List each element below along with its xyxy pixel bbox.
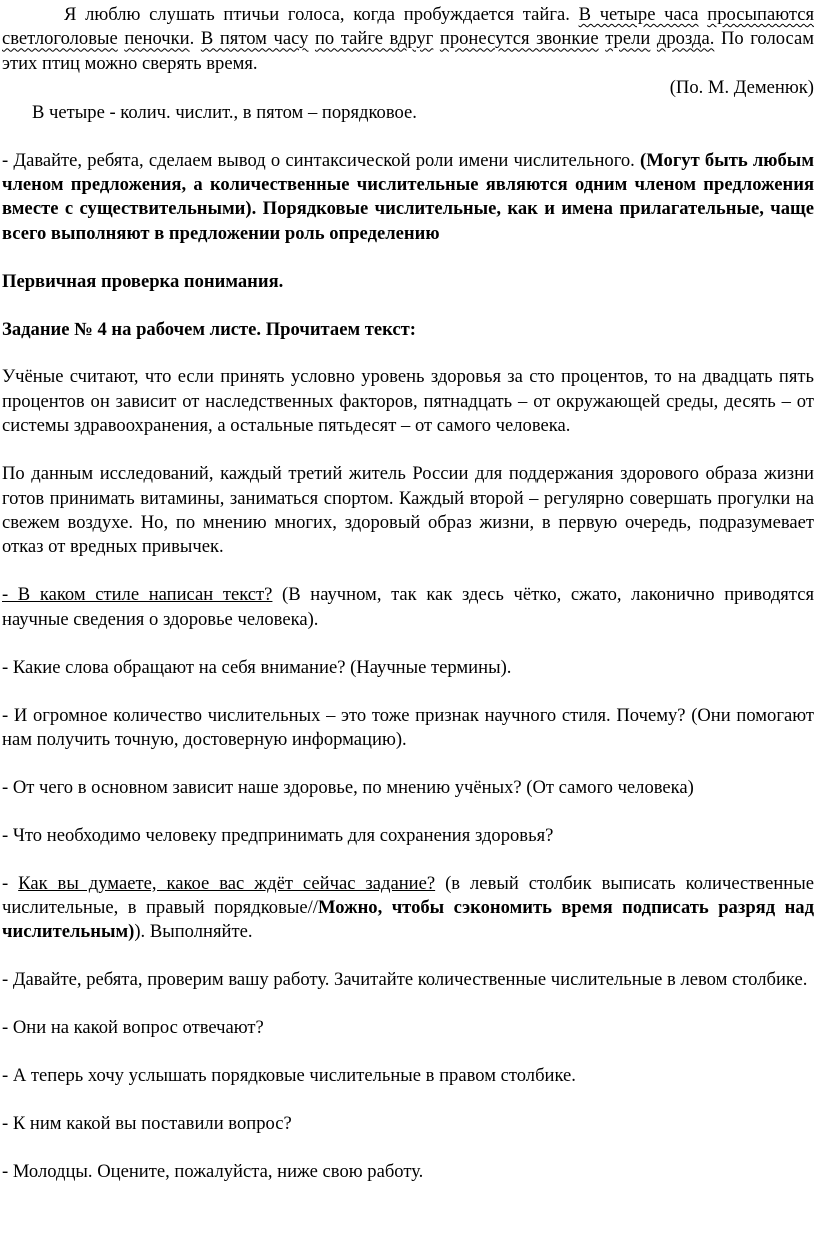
heading-primary-check: Первичная проверка понимания. [2,270,284,292]
question-3: - И огромное количество числительных – это тоже признак научного стиля. Почему? (Они помогают нам получить точную, достоверную информацию). [2,704,814,750]
underlined-phrase: дрозда. [656,28,715,50]
text-paragraph-2: По данным исследований, каждый третий житель России для поддержания здорового образа жизни готов принимать витамины, заниматься спортом. Каждый второй – регулярно совершать прогулки на свежем воздухе. Но, по мнению многих, здоровый образ жизни, в первую очередь, подразумевает отказ от вредных привычек. [2,463,814,558]
question-10: - К ним какой вы поставили вопрос? [2,1113,292,1135]
question-6-dash: - [2,872,19,894]
question-1-answer: (В научном, так как здесь чётко, сжато, лаконично приводятся научные сведения о здоровье человека). [2,584,814,630]
underlined-phrase: светлоголовые [2,28,118,50]
conclusion-answer: (Могут быть любым членом предложения, а количественные числительные являются одним членом предложения вместе с существительными). Порядковые числительные, как и имена прилагательные, чаще всего выполняют в предложении роль определению [2,149,814,244]
question-6-text: Как вы думаете, какое вас ждёт сейчас задание? [18,872,436,894]
question-6-bold-note: Можно, чтобы сэкономить время подписать разряд над числительным) [2,897,815,943]
underlined-phrase: по тайге вдруг [314,28,434,50]
conclusion-question: - Давайте, ребята, сделаем вывод о синтаксической роли имени числительного. [2,149,635,171]
question-5: - Что необходимо человеку предпринимать для сохранения здоровья? [2,824,554,846]
underlined-phrase: В пятом часу [200,28,309,50]
intro-author: (По. М. Деменюк) [669,77,814,99]
question-9: - А теперь хочу услышать порядковые числительные в правом столбике. [2,1065,576,1087]
underlined-phrase: трели [605,28,651,50]
question-6 [2,872,814,945]
question-2: - Какие слова обращают на себя внимание? (Научные термины). [2,656,512,678]
heading-task-4: Задание № 4 на рабочем листе. Прочитаем текст: [2,318,416,340]
intro-paragraph: Я люблю слушать птичьи голоса, когда пробуждается тайга. В четыре часа просыпаются светлоголовые пеночки. В пятом часу по тайге вдруг пронесутся звонкие трели дрозда. По голосам этих птиц можно сверять время. [2,4,815,74]
question-7: - Давайте, ребята, проверим вашу работу. Зачитайте количественные числительные в левом столбике. [2,969,808,991]
question-1-text: - В каком стиле написан текст? [2,584,273,606]
underlined-phrase: просыпаются [707,4,815,25]
intro-sentence-2: По голосам этих птиц можно сверять время. [2,28,814,74]
underlined-phrase: пронесутся звонкие [439,28,599,50]
intro-sentence-1: Я люблю слушать птичьи голоса, когда пробуждается тайга. [64,4,570,25]
underlined-phrase: В четыре часа [578,4,699,25]
underlined-phrase: пеночки [124,28,190,50]
question-1 [2,583,814,632]
question-4: - От чего в основном зависит наше здоровье, по мнению учёных? (От самого человека) [2,776,694,798]
conclusion-paragraph [2,149,814,247]
text-paragraph-1: Учёные считают, что если принять условно уровень здоровья за сто процентов, то на двадцать пять процентов он зависит от наследственных факторов, пятнадцать – от окружающей среды, десять – от системы здравоохранения, а остальные пятьдесят – от самого человека. [2,366,814,437]
intro-note: В четыре - колич. числит., в пятом – порядковое. [32,101,417,123]
question-6-answer: (в левый столбик выписать количественные числительные, в правый порядковые// [2,872,814,919]
question-8: - Они на какой вопрос отвечают? [2,1017,264,1039]
question-11: - Молодцы. Оцените, пожалуйста, ниже свою работу. [2,1161,424,1182]
question-6-end: ). Выполняйте. [134,921,253,943]
